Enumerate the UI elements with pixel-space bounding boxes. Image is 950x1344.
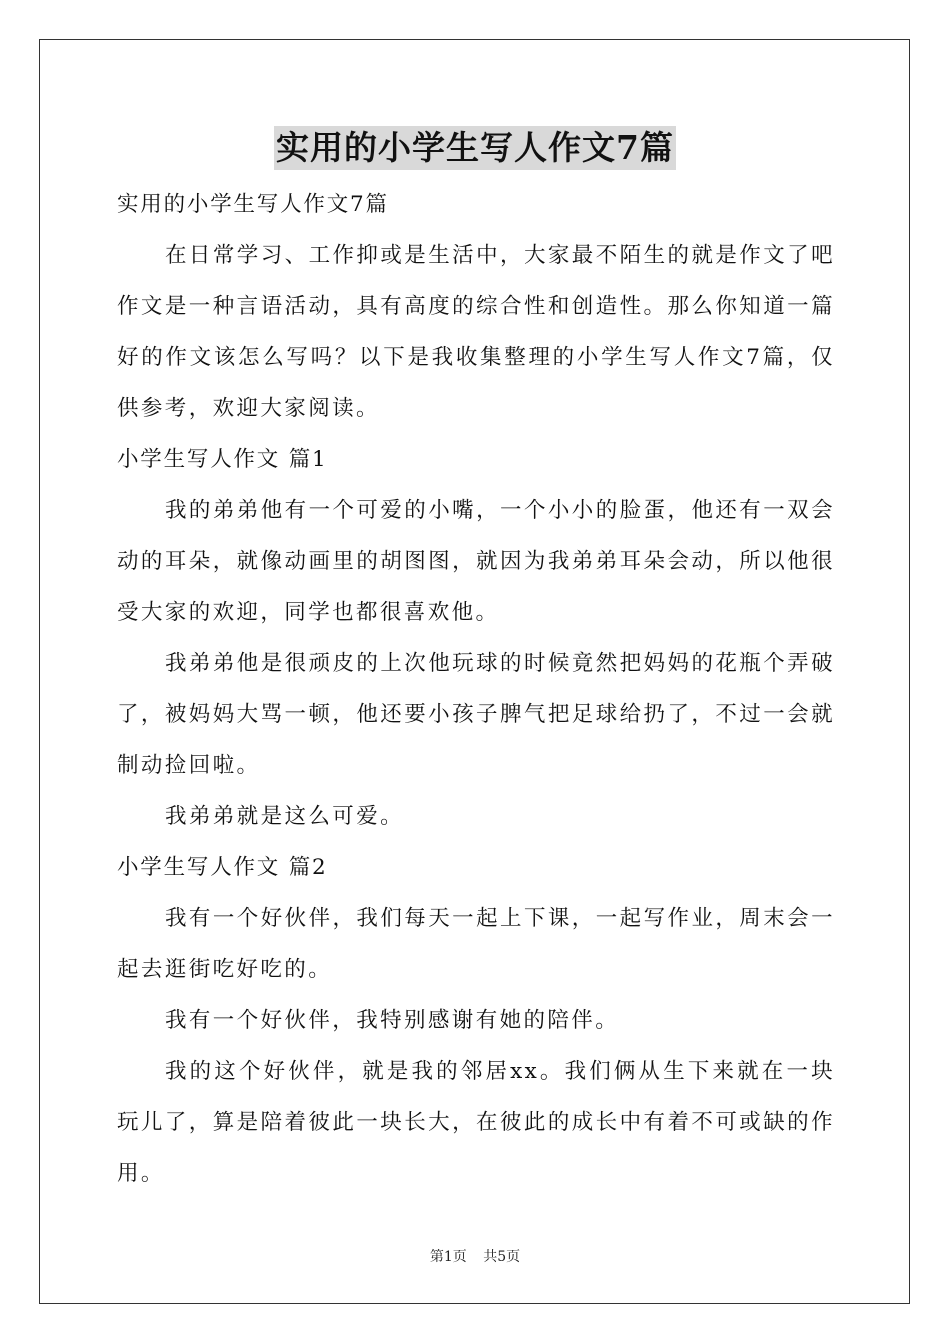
page-total: 共5页 — [483, 1249, 521, 1265]
page-footer — [0, 1246, 950, 1266]
document-body — [117, 179, 835, 1199]
section-heading-2: 小学生写人作文 篇2 — [117, 855, 328, 880]
section-2-paragraph-2: 我有一个好伙伴，我特别感谢有她的陪伴。 — [165, 1008, 620, 1033]
section-1-paragraph-2: 我弟弟他是很顽皮的上次他玩球的时候竟然把妈妈的花瓶个弄破了，被妈妈大骂一顿，他还要小孩子脾气把足球给扔了，不过一会就制动捡回啦。 — [117, 651, 835, 778]
intro-paragraph: 在日常学习、工作抑或是生活中，大家最不陌生的就是作文了吧作文是一种言语活动，具有高度的综合性和创造性。那么你知道一篇好的作文该怎么写吗？以下是我收集整理的小学生写人作文7篇，仅供参考，欢迎大家阅读。 — [117, 243, 835, 421]
subtitle-line: 实用的小学生写人作文7篇 — [117, 192, 389, 217]
section-2-paragraph-3: 我的这个好伙伴，就是我的邻居xx。我们俩从生下来就在一块玩儿了，算是陪着彼此一块长大，在彼此的成长中有着不可或缺的作用。 — [117, 1059, 835, 1186]
section-2-paragraph-1: 我有一个好伙伴，我们每天一起上下课，一起写作业，周末会一起去逛街吃好吃的。 — [117, 906, 835, 982]
section-1-paragraph-1: 我的弟弟他有一个可爱的小嘴，一个小小的脸蛋，他还有一双会动的耳朵，就像动画里的胡图图，就因为我弟弟耳朵会动，所以他很受大家的欢迎，同学也都很喜欢他。 — [117, 498, 835, 625]
section-heading-1: 小学生写人作文 篇1 — [117, 447, 328, 472]
title-container — [0, 126, 950, 170]
document-title: 实用的小学生写人作文7篇 — [274, 126, 676, 170]
page-number: 第1页 — [429, 1249, 467, 1265]
section-1-paragraph-3: 我弟弟就是这么可爱。 — [165, 804, 405, 829]
